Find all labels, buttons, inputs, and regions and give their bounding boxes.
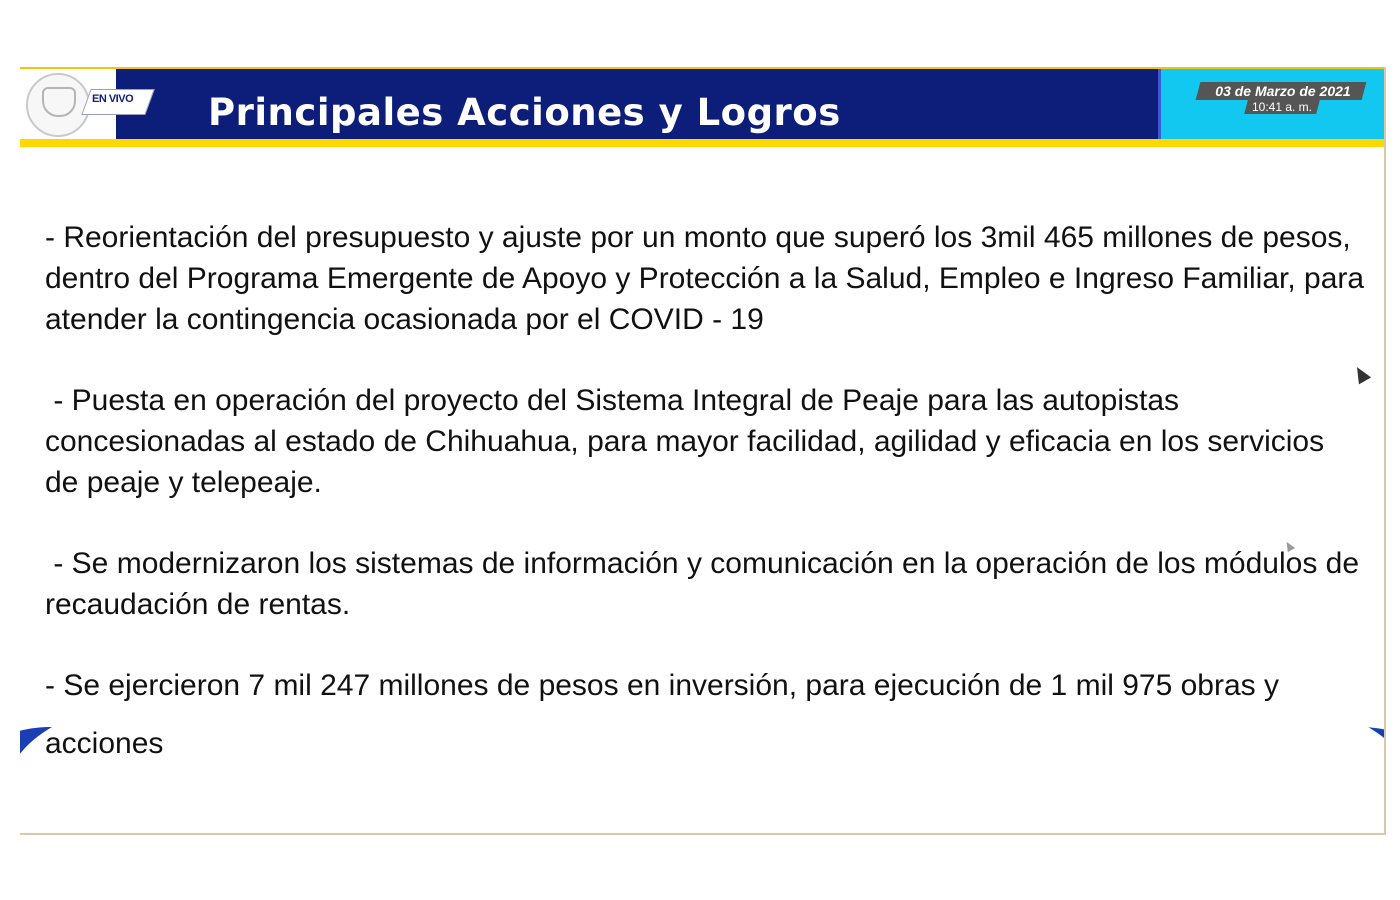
presentation-slide xyxy=(20,67,1386,835)
achievement-item: - Puesta en operación del proyecto del Sistema Integral de Peaje para las autopistas concesionadas al estado de Chihuahua, para mayor facilidad, agilidad y eficacia en los servicios de peaje y telepeaje. xyxy=(45,384,1333,499)
slide-content xyxy=(45,217,1373,813)
header-yellow-strip xyxy=(20,139,1384,147)
shield-icon xyxy=(42,87,76,117)
time-label: 10:41 a. m. xyxy=(1251,100,1313,114)
live-badge: EN VIVO xyxy=(92,93,134,105)
slide-title: Principales Acciones y Logros xyxy=(208,91,841,134)
achievement-item: - Se ejercieron 7 mil 247 millones de pesos en inversión, para ejecución de 1 mil 975 obras y acciones xyxy=(45,669,1288,760)
government-seal-icon xyxy=(26,73,90,137)
achievement-item: - Se modernizaron los sistemas de información y comunicación en la operación de los módulos de recaudación de rentas. xyxy=(45,547,1368,621)
achievement-item: - Reorientación del presupuesto y ajuste por un monto que superó los 3mil 465 millones de pesos, dentro del Programa Emergente de Apoyo y Protección a la Salud, Empleo e Ingreso Familiar, para atender la contingencia ocasionada por el COVID - 19 xyxy=(45,221,1373,336)
slide-header xyxy=(20,67,1384,141)
date-label: 03 de Marzo de 2021 xyxy=(1215,83,1351,99)
